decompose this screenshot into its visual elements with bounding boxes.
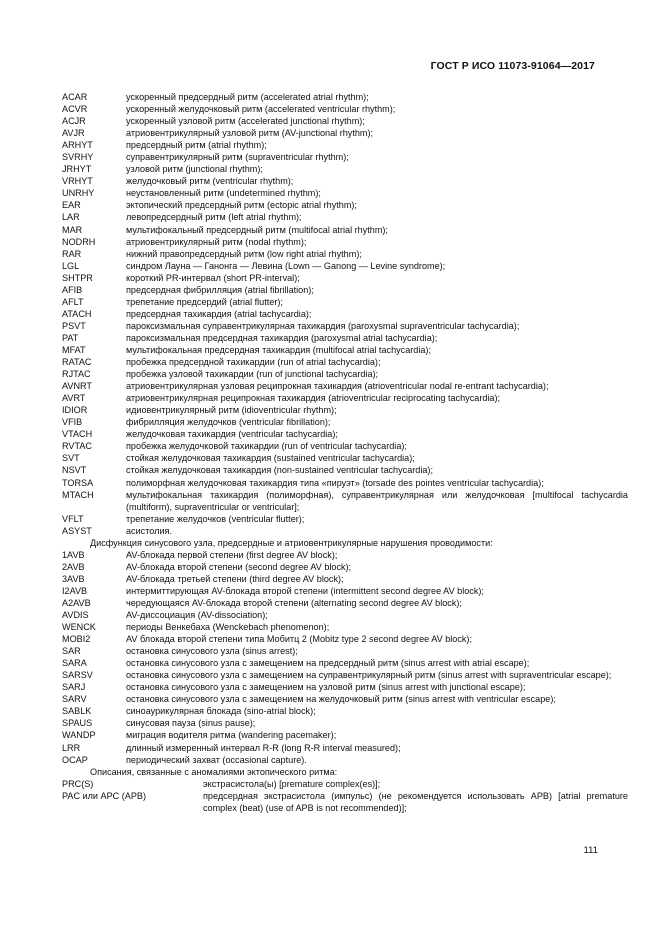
term-description: пароксизмальная предсердная тахикардия (paroxysmal atrial tachycardia); (126, 332, 438, 343)
term-abbreviation: MTACH (62, 489, 94, 500)
term-row (62, 742, 628, 754)
term-abbreviation: VFIB (62, 417, 83, 428)
term-abbreviation: SARJ (62, 682, 86, 693)
term-row (62, 163, 628, 175)
term-description: AV-диссоциация (AV-dissociation); (126, 610, 268, 621)
term-abbreviation: I2AVB (62, 585, 88, 596)
term-description: короткий PR-интервал (short PR-interval); (126, 272, 300, 283)
term-description: стойкая желудочковая тахикардия (non-sustained ventricular tachycardia); (126, 465, 433, 476)
term-abbreviation: PSVT (62, 320, 86, 331)
term-abbreviation: VTACH (62, 429, 93, 440)
term-abbreviation: SARA (62, 658, 87, 669)
term-abbreviation: AFLT (62, 296, 84, 307)
term-abbreviation: MOBI2 (62, 634, 91, 645)
conduction-list (62, 549, 628, 766)
term-row (62, 440, 628, 452)
term-row (62, 705, 628, 717)
term-row (62, 525, 628, 537)
term-row (62, 477, 628, 489)
term-row (62, 224, 628, 236)
term-abbreviation: AFIB (62, 284, 83, 295)
term-abbreviation: RVTAC (62, 441, 92, 452)
term-abbreviation: MFAT (62, 344, 86, 355)
term-description: интермиттирующая AV-блокада второй степени (intermittent second degree AV block); (126, 585, 484, 596)
term-row (62, 597, 628, 609)
term-description: предсердная фибрилляция (atrial fibrillation); (126, 284, 314, 295)
term-abbreviation: PAT (62, 332, 79, 343)
term-row (62, 236, 628, 248)
term-description: мультифокальная предсердная тахикардия (multifocal atrial tachycardia); (126, 344, 431, 355)
term-abbreviation: AVDIS (62, 610, 89, 621)
term-description: мультифокальный предсердный ритм (multifocal atrial rhythm); (126, 224, 388, 235)
term-row (62, 187, 628, 199)
term-row (62, 284, 628, 296)
term-description: ускоренный предсердный ритм (accelerated atrial rhythm); (126, 92, 369, 102)
term-row (62, 573, 628, 585)
term-description: пароксизмальная суправентрикулярная тахикардия (paroxysmal supraventricular tachycardia); (126, 320, 520, 331)
term-description: ускоренный желудочковый ритм (accelerated ventricular rhythm); (126, 104, 396, 115)
term-abbreviation: SARSV (62, 670, 93, 681)
term-abbreviation: 2AVB (62, 561, 85, 572)
term-abbreviation: AVNRT (62, 381, 92, 392)
ectopic-list (62, 778, 628, 814)
term-row (62, 356, 628, 368)
term-row (62, 657, 628, 669)
term-row (62, 513, 628, 525)
term-abbreviation: UNRHY (62, 188, 95, 199)
term-description: атриовентрикулярная узловая реципрокная тахикардия (atrioventricular nodal re-entrant tachycardia); (126, 381, 549, 392)
term-description: остановка синусового узла с замещением на желудочковый ритм (sinus arrest with ventricular escape); (126, 694, 556, 705)
term-row (62, 272, 628, 284)
term-description: левопредсердный ритм (left atrial rhythm); (126, 212, 302, 223)
term-abbreviation: RJTAC (62, 369, 91, 380)
term-row (62, 633, 628, 645)
term-description: атриовентрикулярная реципрокная тахикардия (atrioventricular reciprocating tachycardia); (126, 393, 501, 404)
term-abbreviation: ACJR (62, 116, 86, 127)
term-description: атриовентрикулярный ритм (nodal rhythm); (126, 236, 307, 247)
term-abbreviation: EAR (62, 200, 81, 211)
term-description: предсердный ритм (atrial rhythm); (126, 140, 267, 151)
term-description: AV-блокада первой степени (first degree AV block); (126, 549, 338, 560)
term-abbreviation: WENCK (62, 622, 96, 633)
term-row (62, 404, 628, 416)
term-description: синоаурикулярная блокада (sino-atrial block); (126, 706, 316, 717)
term-row (62, 139, 628, 151)
term-abbreviation: ACVR (62, 104, 88, 115)
term-abbreviation: PAC или APC (APB) (62, 790, 147, 801)
term-abbreviation: RATAC (62, 357, 92, 368)
term-row (62, 778, 628, 790)
term-description: остановка синусового узла (sinus arrest); (126, 646, 298, 657)
term-row (62, 91, 628, 103)
page-number: 111 (583, 845, 598, 856)
term-description: нижний правопредсердный ритм (low right atrial rhythm); (126, 248, 362, 259)
term-description: чередующаяся AV-блокада второй степени (alternating second degree AV block); (126, 597, 462, 608)
term-row (62, 790, 628, 814)
term-row (62, 320, 628, 332)
term-row (62, 175, 628, 187)
ectopic-heading: Описания, связанные с аномалиями эктопического ритма: (90, 766, 338, 777)
term-abbreviation: SVT (62, 453, 80, 464)
term-abbreviation: PRC(S) (62, 778, 94, 789)
term-description: пробежка предсердной тахикардии (run of atrial tachycardia); (126, 357, 381, 368)
term-row (62, 464, 628, 476)
term-row (62, 260, 628, 272)
term-abbreviation: ARHYT (62, 140, 93, 151)
term-row (62, 199, 628, 211)
term-row (62, 296, 628, 308)
term-row (62, 211, 628, 223)
term-row (62, 669, 628, 681)
term-description: периоды Венкебаха (Wenckebach phenomenon); (126, 622, 330, 633)
term-row (62, 416, 628, 428)
term-abbreviation: SARV (62, 694, 87, 705)
term-row (62, 452, 628, 464)
term-description: асистолия. (126, 525, 172, 536)
term-description: ускоренный узловой ритм (accelerated junctional rhythm); (126, 116, 365, 127)
term-description: остановка синусового узла с замещением на узловой ритм (sinus arrest with junctional escape); (126, 682, 526, 693)
term-abbreviation: LRR (62, 742, 81, 753)
term-abbreviation: LAR (62, 212, 80, 223)
term-description: периодический захват (occasional capture). (126, 754, 307, 765)
term-row (62, 368, 628, 380)
term-description: экстрасистола(ы) [premature complex(es)]; (203, 778, 381, 789)
term-description: синусовая пауза (sinus pause); (126, 718, 256, 729)
term-description: пробежка желудочковой тахикардии (run of ventricular tachycardia); (126, 441, 407, 452)
term-abbreviation: AVRT (62, 393, 86, 404)
term-description: полиморфная желудочковая тахикардия типа «пируэт» (torsade des pointes ventricular tachycardia); (126, 477, 544, 488)
term-description: эктопический предсердный ритм (ectopic atrial rhythm); (126, 200, 357, 211)
term-abbreviation: OCAP (62, 754, 88, 765)
term-abbreviation: IDIOR (62, 405, 88, 416)
term-row (62, 645, 628, 657)
term-description: AV блокада второй степени типа Мобитц 2 (Mobitz type 2 second degree AV block); (126, 634, 472, 645)
term-abbreviation: AVJR (62, 128, 85, 139)
term-description: трепетание желудочков (ventricular flutter); (126, 513, 305, 524)
term-row (62, 609, 628, 621)
term-row (62, 621, 628, 633)
term-row (62, 428, 628, 440)
term-row (62, 585, 628, 597)
term-description: неустановленный ритм (undetermined rhythm); (126, 188, 321, 199)
term-row (62, 115, 628, 127)
term-abbreviation: SABLK (62, 706, 92, 717)
term-description: суправентрикулярный ритм (supraventricular rhythm); (126, 152, 349, 163)
term-row (62, 729, 628, 741)
term-description: узловой ритм (junctional rhythm); (126, 164, 263, 175)
term-description: фибрилляция желудочков (ventricular fibrillation); (126, 417, 331, 428)
term-description: идиовентрикулярный ритм (idioventricular rhythm); (126, 405, 337, 416)
term-description: миграция водителя ритма (wandering pacemaker); (126, 730, 337, 741)
term-abbreviation: LGL (62, 260, 80, 271)
term-abbreviation: MAR (62, 224, 83, 235)
term-abbreviation: NSVT (62, 465, 87, 476)
term-abbreviation: ASYST (62, 525, 92, 536)
term-description: стойкая желудочковая тахикардия (sustained ventricular tachycardia); (126, 453, 415, 464)
term-row (62, 681, 628, 693)
term-abbreviation: JRHYT (62, 164, 92, 175)
term-abbreviation: 3AVB (62, 573, 85, 584)
rhythm-list (62, 91, 628, 537)
term-row (62, 103, 628, 115)
term-row (62, 754, 628, 766)
term-abbreviation: SVRHY (62, 152, 94, 163)
term-row (62, 127, 628, 139)
term-description: желудочковая тахикардия (ventricular tachycardia); (126, 429, 338, 440)
term-row (62, 308, 628, 320)
term-row (62, 693, 628, 705)
term-abbreviation: VRHYT (62, 176, 93, 187)
term-row (62, 561, 628, 573)
term-description: трепетание предсердий (atrial flutter); (126, 296, 283, 307)
term-abbreviation: NODRH (62, 236, 96, 247)
term-description: предсердная тахикардия (atrial tachycardia); (126, 308, 312, 319)
term-row (62, 248, 628, 260)
term-abbreviation: A2AVB (62, 597, 91, 608)
term-abbreviation: SAR (62, 646, 81, 657)
term-row (62, 332, 628, 344)
conduction-heading: Дисфункция синусового узла, предсердные и атриовентрикулярные нарушения проводимости: (90, 537, 493, 548)
term-description: мультифокальная тахикардия (полиморфная), суправентрикулярная или желудочковая [multifocal tachycardia (multiform), supraventricular or ventricular]; (126, 489, 628, 512)
term-description: пробежка узловой тахикардии (run of junctional tachycardia); (126, 369, 379, 380)
document-body (62, 91, 628, 814)
term-row (62, 344, 628, 356)
term-row (62, 392, 628, 404)
term-abbreviation: SPAUS (62, 718, 93, 729)
term-abbreviation: 1AVB (62, 549, 85, 560)
term-description: AV-блокада второй степени (second degree AV block); (126, 561, 352, 572)
term-row (62, 717, 628, 729)
term-description: длинный измеренный интервал R-R (long R-R interval measured); (126, 742, 401, 753)
term-row (62, 380, 628, 392)
term-abbreviation: WANDP (62, 730, 96, 741)
term-description: остановка синусового узла с замещением на суправентрикулярный ритм (sinus arrest with supraventricular escape); (126, 670, 612, 681)
term-abbreviation: ATACH (62, 308, 92, 319)
document-standard-id: ГОСТ Р ИСО 11073-91064—2017 (430, 60, 595, 72)
term-description: синдром Лауна — Ганонга — Левина (Lown — Ganong — Levine syndrome); (126, 260, 446, 271)
term-description: AV-блокада третьей степени (third degree AV block); (126, 573, 344, 584)
term-row (62, 549, 628, 561)
term-abbreviation: VFLT (62, 513, 84, 524)
term-description: желудочковый ритм (ventricular rhythm); (126, 176, 294, 187)
term-row (62, 151, 628, 163)
term-description: предсердная экстрасистола (импульс) (не рекомендуется использовать APB) [atrial premature complex (beat) (use of APB is not recommended)]; (203, 790, 628, 813)
term-description: остановка синусового узла с замещением на предсердный ритм (sinus arrest with atrial escape); (126, 658, 530, 669)
term-abbreviation: SHTPR (62, 272, 93, 283)
term-row (62, 489, 628, 513)
term-abbreviation: TORSA (62, 477, 94, 488)
term-abbreviation: ACAR (62, 92, 88, 102)
term-abbreviation: RAR (62, 248, 82, 259)
term-description: атриовентрикулярный узловой ритм (AV-junctional rhythm); (126, 128, 374, 139)
